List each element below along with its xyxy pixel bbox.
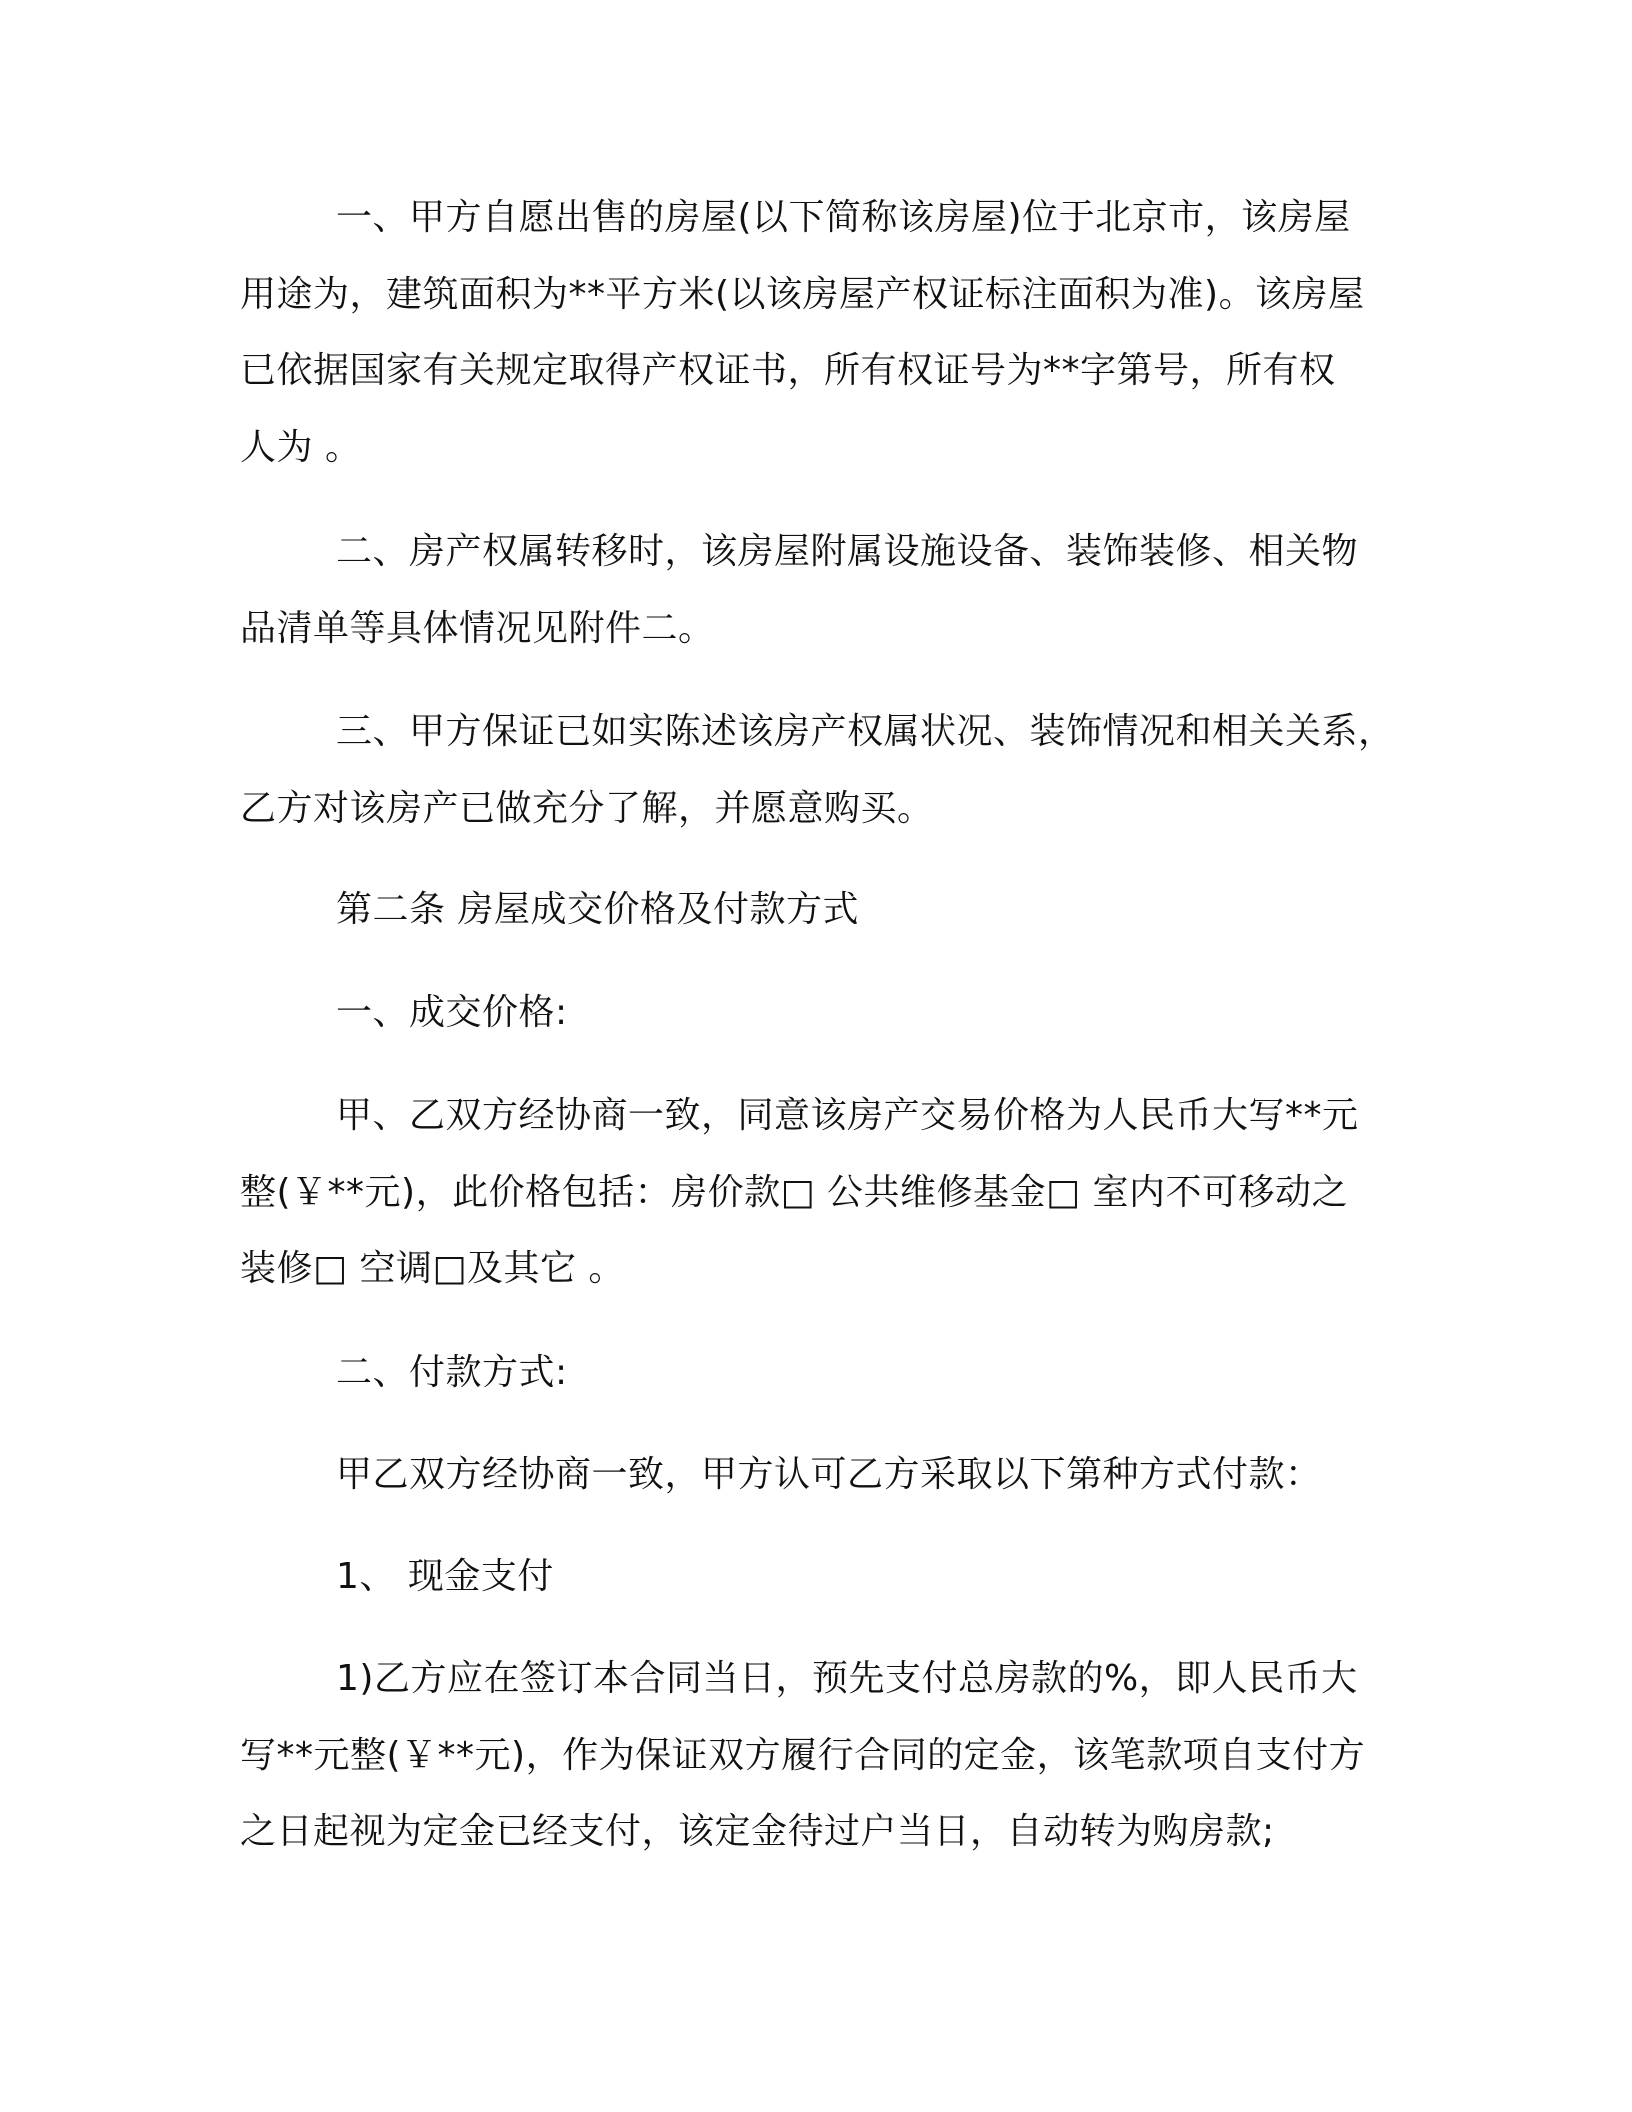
paragraph-line: 甲、乙双方经协商一致，同意该房产交易价格为人民币大写**元 [336,1095,1359,1136]
subheading-payment [240,1335,1400,1412]
paragraph-line: 三、甲方保证已如实陈述该房产权属状况、装饰情况和相关关系， [336,711,1395,752]
paragraph-line: 二、房产权属转移时，该房屋附属设施设备、装饰装修、相关物 [336,531,1359,572]
paragraph-line: 写**元整(￥**元)，作为保证双方履行合同的定金，该笔款项自支付方 [240,1734,1366,1776]
paragraph-attachments [240,514,1400,667]
heading-line: 二、付款方式: [336,1352,568,1393]
paragraph-line: 甲乙双方经协商一致，甲方认可乙方采取以下第种方式付款： [336,1454,1322,1495]
heading-line: 第二条 房屋成交价格及付款方式 [336,889,859,930]
paragraph-line: 装修□ 空调□及其它 。 [240,1248,625,1289]
subheading-cash [240,1539,1400,1616]
paragraph-guarantee [240,694,1400,847]
heading-line: 1、 现金支付 [336,1556,554,1597]
subheading-price [240,975,1400,1052]
paragraph-line: 用途为，建筑面积为**平方米(以该房屋产权证标注面积为准)。该房屋 [240,273,1365,315]
paragraph-line: 已依据国家有关规定取得产权证书，所有权证号为**字第号，所有权 [240,350,1336,391]
paragraph-line: 一、甲方自愿出售的房屋(以下简称该房屋)位于北京市，该房屋 [336,197,1351,238]
paragraph-line: 乙方对该房产已做充分了解，并愿意购买。 [240,787,934,829]
paragraph-line: 品清单等具体情况见附件二。 [240,607,715,649]
paragraph-line: 1)乙方应在签订本合同当日，预先支付总房款的%，即人民币大 [336,1658,1358,1699]
article-heading [240,872,1400,949]
paragraph-line: 整(￥**元)，此价格包括：房价款□ 公共维修基金□ 室内不可移动之 [240,1171,1349,1213]
paragraph-price [240,1078,1400,1308]
paragraph-payment-agreement [240,1437,1400,1514]
paragraph-line: 人为 。 [240,426,362,468]
paragraph-property-description [240,180,1400,486]
heading-line: 一、成交价格: [336,992,568,1033]
paragraph-deposit [240,1641,1400,1871]
paragraph-line: 之日起视为定金已经支付，该定金待过户当日，自动转为购房款; [240,1811,1275,1852]
